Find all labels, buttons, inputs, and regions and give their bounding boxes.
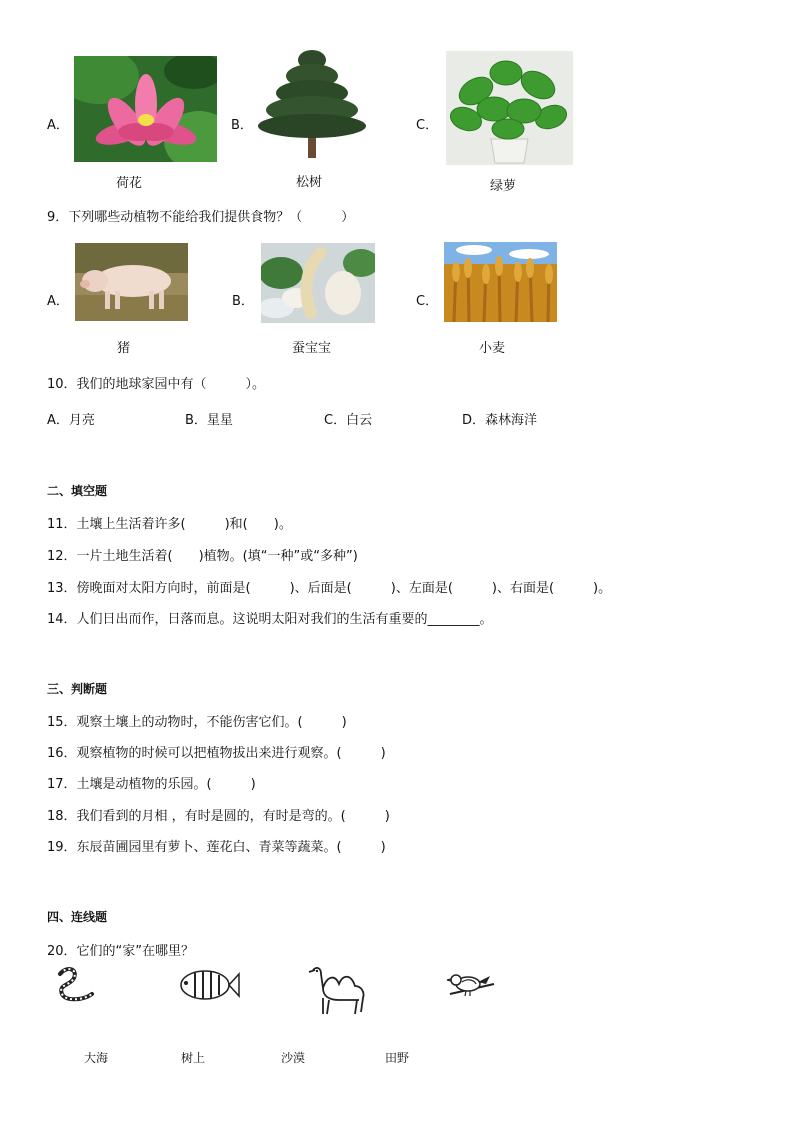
q10-option-c: C．白云 [324,413,373,428]
q10-option-d: D．森林海洋 [462,413,538,428]
question-16: 16．观察植物的时候可以把植物拔出来进行观察。( ) [47,746,386,761]
q9-option-b-letter: B． [232,294,254,309]
q9-option-b-caption: 蚕宝宝 [292,341,332,356]
question-19: 19．东辰苗圃园里有萝卜、莲花白、青菜等蔬菜。( ) [47,840,386,855]
camel-icon [305,962,373,1017]
home-label-sea: 大海 [84,1051,109,1065]
snake-icon [52,964,98,1004]
home-label-desert: 沙漠 [281,1051,306,1065]
q10-option-a: A．月亮 [47,413,95,428]
question-20-text: 20．它们的“家”在哪里？ [47,944,195,959]
q9-option-a-caption: 猪 [117,341,131,356]
section-2-title: 二、填空题 [47,484,108,498]
question-18: 18．我们看到的月相 ，有时是圆的，有时是弯的。( ) [47,809,390,824]
q8-option-b-caption: 松树 [296,175,323,190]
q9-option-c-caption: 小麦 [479,341,506,356]
home-label-tree: 树上 [181,1051,206,1065]
home-label-field: 田野 [385,1051,410,1065]
section-4-title: 四、连线题 [47,910,108,924]
bird-icon [446,970,498,1006]
silkworm-image [261,243,375,323]
question-9-text: 9．下列哪些动植物不能给我们提供食物？（ ） [47,210,355,225]
question-13: 13．傍晚面对太阳方向时，前面是( )、后面是( )、左面是( )、右面是( )。 [47,581,612,596]
q8-option-c-caption: 绿萝 [490,179,517,194]
question-17: 17．土壤是动植物的乐园。( ) [47,777,256,792]
question-10-text: 10．我们的地球家园中有（ ）。 [47,377,266,392]
pine-tree-image [255,48,370,160]
wheat-image [444,242,557,322]
question-14: 14．人们日出而作，日落而息。这说明太阳对我们的生活有重要的________。 [47,612,493,627]
lotus-image [74,56,217,162]
section-3-title: 三、判断题 [47,682,108,696]
q8-option-b-letter: B． [231,118,253,133]
q9-option-c-letter: C． [416,294,439,309]
q8-option-a-caption: 荷花 [116,176,143,191]
question-12: 12．一片土地生活着( )植物。(填“一种”或“多种”) [47,549,358,564]
pig-image [75,243,188,321]
q8-option-c-letter: C． [416,118,439,133]
pothos-plant-image [446,51,573,165]
q8-option-a-letter: A． [47,118,69,133]
question-11: 11．土壤上生活着许多( )和( )。 [47,517,292,532]
q9-option-a-letter: A． [47,294,69,309]
question-15: 15．观察土壤上的动物时，不能伤害它们。( ) [47,715,347,730]
fish-icon [175,966,241,1004]
q10-option-b: B．星星 [185,413,233,428]
